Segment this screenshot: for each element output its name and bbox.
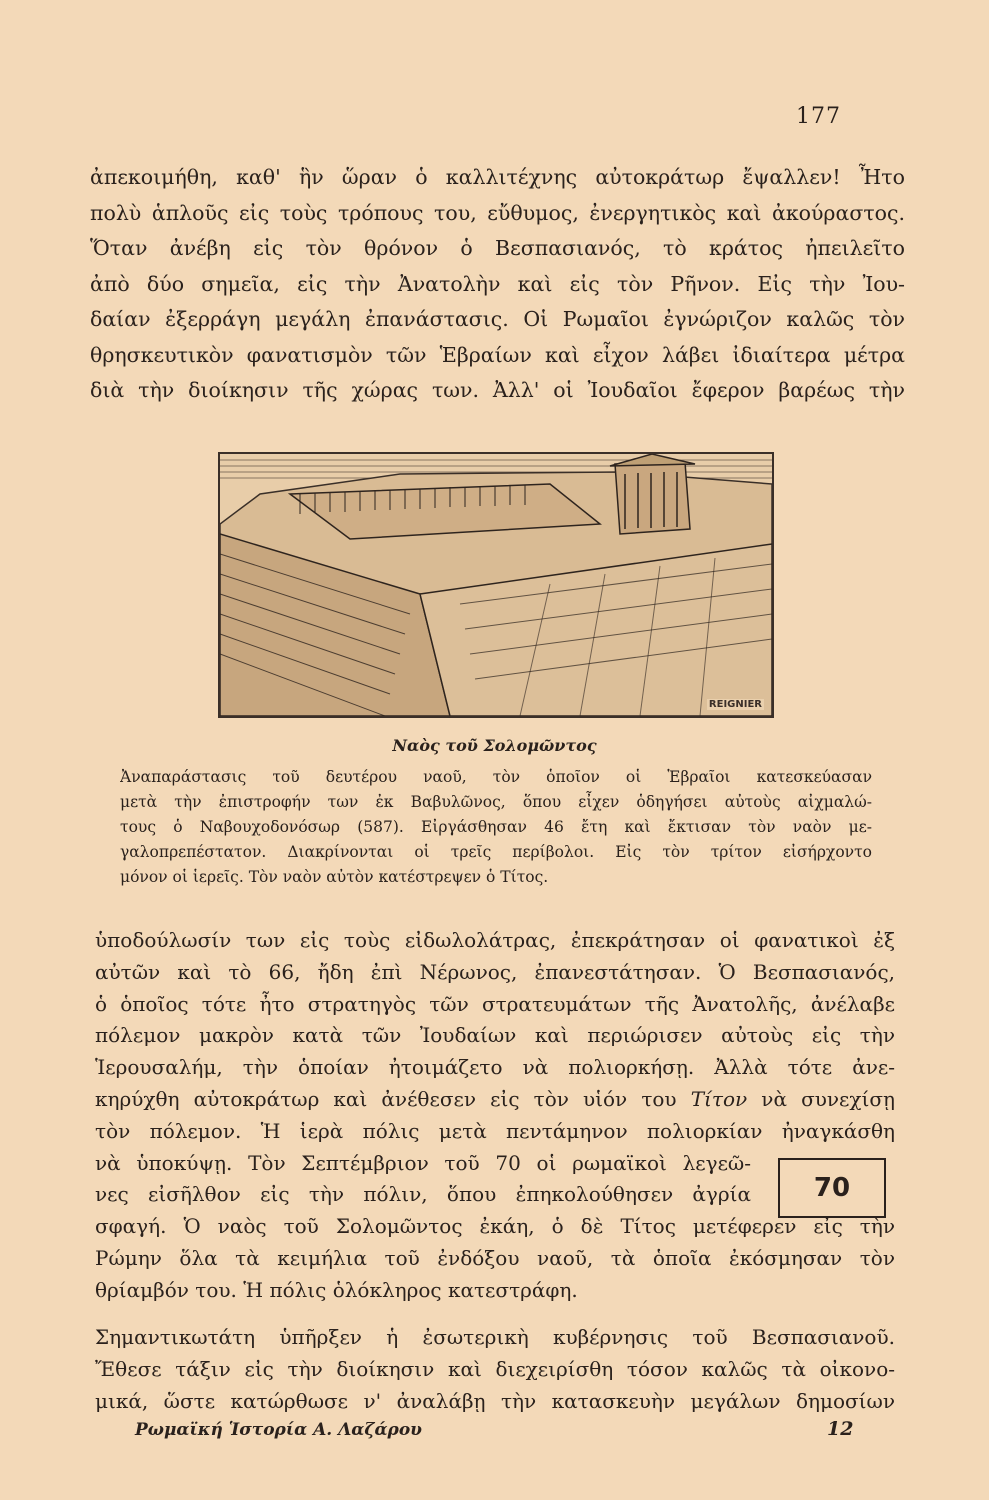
- top-paragraph: [90, 160, 905, 409]
- text-line: θρησκευτικὸν φανατισμὸν τῶν Ἑβραίων καὶ εἶχον λάβει ἰδιαίτερα μέτρα: [90, 342, 905, 367]
- text-line: πόλεμον μακρὸν κατὰ τῶν Ἰουδαίων καὶ περιώρισεν αὐτοὺς εἰς τὴν: [95, 1023, 895, 1048]
- text-line: τὸν πόλεμον. Ἡ ἱερὰ πόλις μετὰ πεντάμηνον πολιορκίαν ἠναγκάσθη: [95, 1118, 895, 1143]
- text-line: Ὅταν ἀνέβη εἰς τὸν θρόνον ὁ Βεσπασιανός, τὸ κράτος ἠπειλεῖτο: [90, 236, 905, 260]
- text-line: διὰ τὴν διοίκησιν τῆς χώρας των. Ἀλλ' οἱ Ἰουδαῖοι ἔφερον βαρέως τὴν: [90, 378, 905, 402]
- text-line: δαίαν ἐξερράγη μεγάλη ἐπανάστασις. Οἱ Ρωμαῖοι ἐγνώριζον καλῶς τὸν: [90, 307, 905, 331]
- text-line: μικά, ὥστε κατώρθωσε ν' ἀναλάβῃ τὴν κατασκευὴν μεγάλων δημοσίων: [95, 1388, 895, 1413]
- text-fragment: κηρύχθη αὐτοκράτωρ καὶ ἀνέθεσεν εἰς τὸν υἱόν του: [95, 1086, 677, 1111]
- text-line: αὐτῶν καὶ τὸ 66, ἤδη ἐπὶ Νέρωνος, ἐπανεστάτησαν. Ὁ Βεσπασιανός,: [95, 959, 895, 984]
- caption-line: γαλοπρεπέστατον. Διακρίνονται οἱ τρεῖς περίβολοι. Εἰς τὸν τρίτον εἰσήρχοντο: [120, 843, 872, 861]
- footer-book-title: Ρωμαϊκή Ἱστορία Α. Λαζάρου: [135, 1420, 422, 1440]
- italic-name: Τίτον: [690, 1086, 748, 1111]
- footer-signature-number: 12: [827, 1418, 854, 1440]
- text-fragment: νὰ συνεχίσῃ: [761, 1086, 895, 1111]
- bottom-paragraph: [95, 1322, 895, 1417]
- text-line: Ρώμην ὅλα τὰ κειμήλια τοῦ ἐνδόξου ναοῦ, τὰ ὁποῖα ἐκόσμησαν τὸν: [95, 1245, 895, 1270]
- artist-signature: REIGNIER: [708, 699, 762, 710]
- text-line: Ἱερουσαλήμ, τὴν ὁποίαν ἠτοιμάζετο νὰ πολιορκήσῃ. Ἀλλὰ τότε ἀνε-: [95, 1055, 895, 1080]
- text-line: θρίαμβόν του. Ἡ πόλις ὁλόκληρος κατεστράφη.: [95, 1277, 578, 1302]
- text-line: ἀπεκοιμήθη, καθ' ἣν ὥραν ὁ καλλιτέχνης αὐτοκράτωρ ἔψαλλεν! Ἦτο: [90, 165, 905, 189]
- text-line: νες εἰσῆλθον εἰς τὴν πόλιν, ὅπου ἐπηκολούθησεν ἀγρία: [95, 1182, 751, 1207]
- caption-line: τους ὁ Ναβουχοδονόσωρ (587). Εἰργάσθησαν 46 ἔτη καὶ ἔκτισαν τὸν ναὸν με-: [120, 818, 872, 836]
- text-line: Σημαντικωτάτη ὑπῆρξεν ἡ ἐσωτερικὴ κυβέρνησις τοῦ Βεσπασιανοῦ.: [95, 1325, 895, 1349]
- text-line: ἀπὸ δύο σημεῖα, εἰς τὴν Ἀνατολὴν καὶ εἰς τὸν Ρῆνον. Εἰς τὴν Ἰου-: [90, 271, 905, 296]
- caption-line: μόνον οἱ ἱερεῖς. Τὸν ναὸν αὐτὸν κατέστρεψεν ὁ Τίτος.: [120, 868, 549, 886]
- text-line: ὑποδούλωσίν των εἰς τοὺς εἰδωλολάτρας, ἐπεκράτησαν οἱ φανατικοὶ ἐξ: [95, 928, 895, 952]
- figure-caption-title: Ναὸς τοῦ Σολομῶντος: [392, 736, 597, 755]
- middle-paragraph: [95, 925, 895, 1307]
- page-number: 177: [796, 104, 841, 129]
- text-line: ὁ ὁποῖος τότε ἦτο στρατηγὸς τῶν στρατευμάτων τῆς Ἀνατολῆς, ἀνέλαβε: [95, 991, 895, 1016]
- figure-caption: [120, 765, 872, 890]
- caption-line: μετὰ τὴν ἐπιστροφήν των ἐκ Βαβυλῶνος, ὅπου εἶχεν ὁδηγήσει αὐτοὺς αἰχμαλώ-: [120, 793, 872, 811]
- text-line: νὰ ὑποκύψῃ. Τὸν Σεπτέμβριον τοῦ 70 οἱ ρωμαϊκοὶ λεγεῶ-: [95, 1150, 751, 1175]
- caption-line: Ἀναπαράστασις τοῦ δευτέρου ναοῦ, τὸν ὁποῖον οἱ Ἑβραῖοι κατεσκεύασαν: [120, 768, 872, 786]
- text-line: Ἔθεσε τάξιν εἰς τὴν διοίκησιν καὶ διεχειρίσθη τόσον καλῶς τὰ οἰκονο-: [95, 1356, 895, 1381]
- temple-engraving: [218, 452, 774, 718]
- text-line: σφαγή. Ὁ ναὸς τοῦ Σολομῶντος ἐκάη, ὁ δὲ Τίτος μετέφερεν εἰς τὴν: [95, 1214, 895, 1239]
- text-line: πολὺ ἁπλοῦς εἰς τοὺς τρόπους του, εὔθυμος, ἐνεργητικὸς καὶ ἀκούραστος.: [90, 200, 905, 225]
- text-line: [95, 1084, 895, 1116]
- margin-date-box: 70: [778, 1158, 886, 1218]
- temple-illustration: [220, 454, 772, 716]
